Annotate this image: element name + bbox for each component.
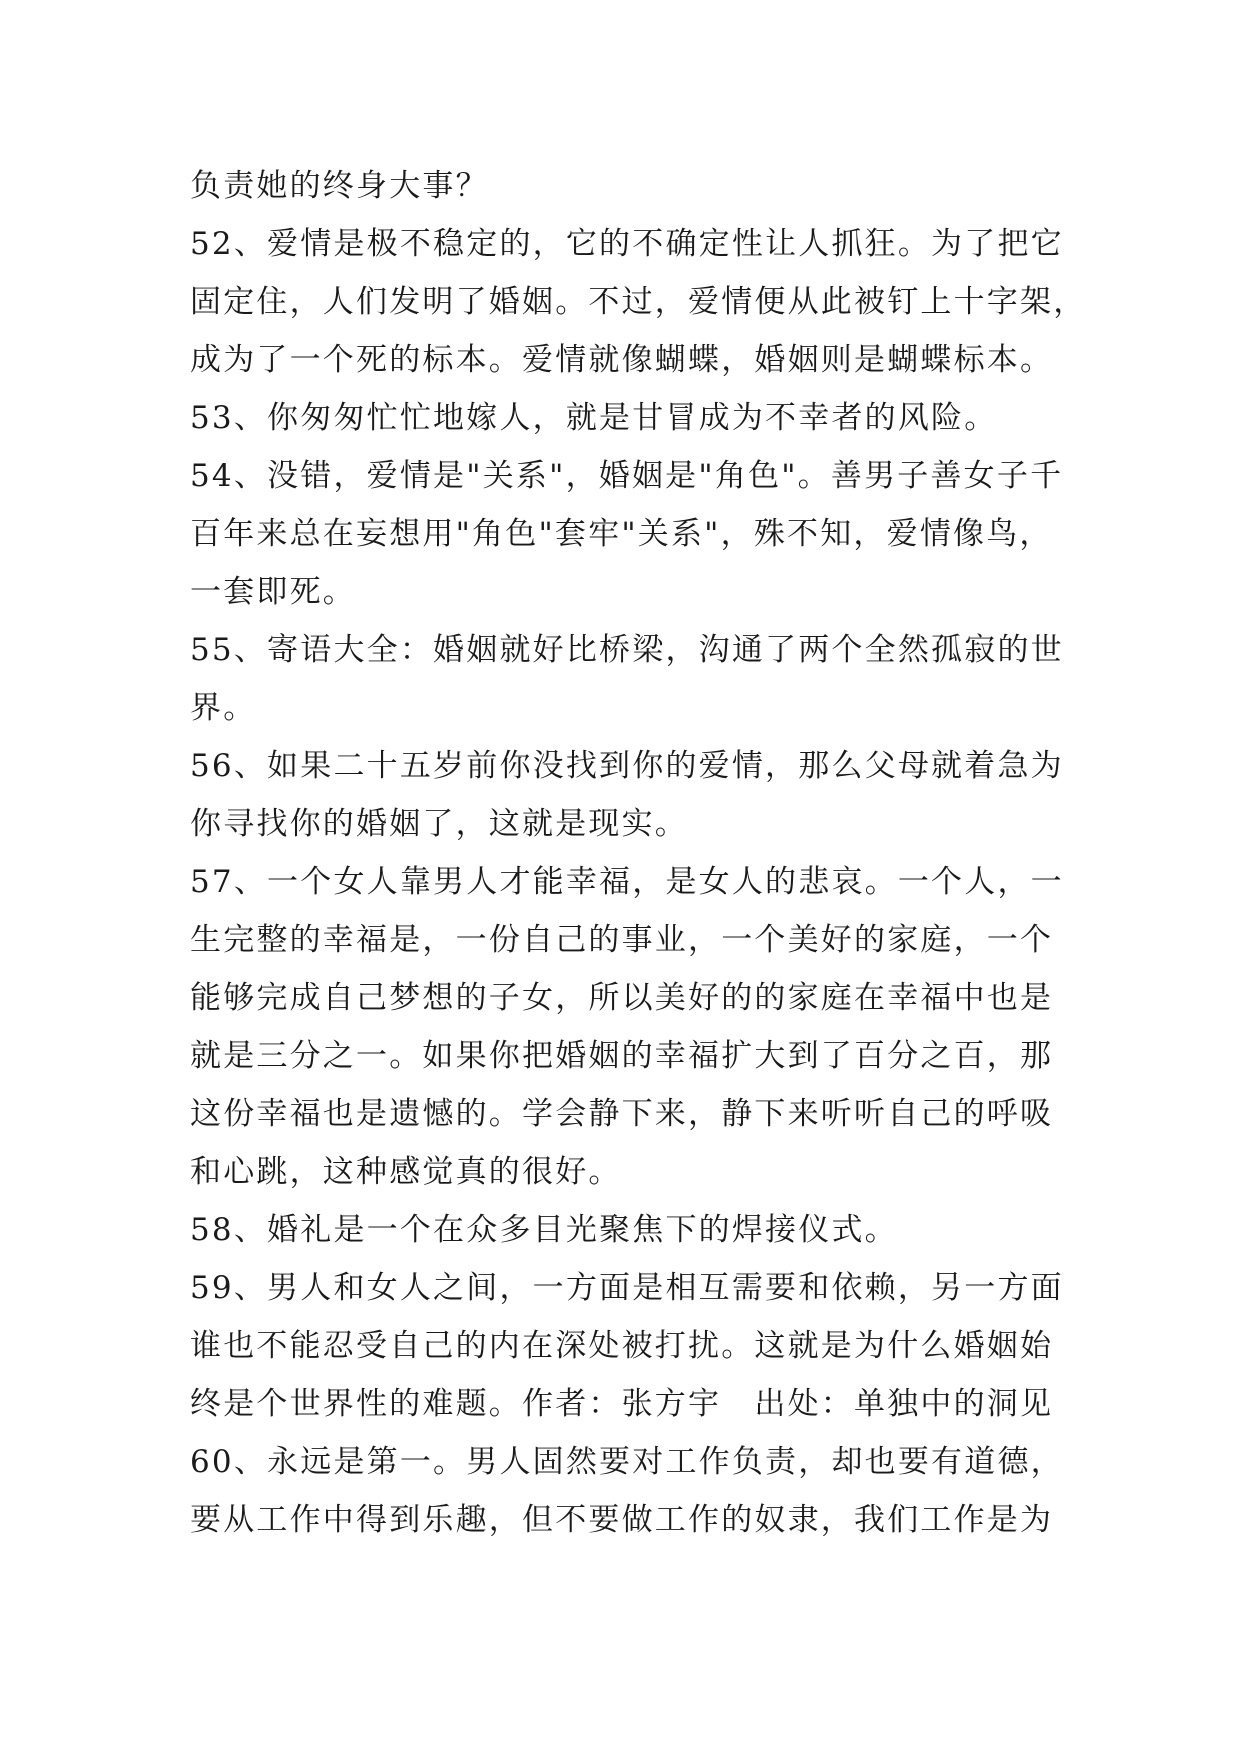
body-text: [190, 157, 1087, 1549]
text-line: 57、一个女人靠男人才能幸福，是女人的悲哀。一个人，一: [190, 864, 1064, 900]
text-line: 你寻找你的婚姻了，这就是现实。: [190, 806, 688, 842]
text-line: 59、男人和女人之间，一方面是相互需要和依赖，另一方面: [190, 1270, 1064, 1306]
text-line: 终是个世界性的难题。作者：张方宇 出处：单独中的洞见: [190, 1386, 1054, 1422]
text-line: 55、寄语大全：婚姻就好比桥梁，沟通了两个全然孤寂的世: [190, 632, 1064, 668]
text-line: 固定住，人们发明了婚姻。不过，爱情便从此被钉上十字架，: [190, 284, 1087, 320]
text-line: 就是三分之一。如果你把婚姻的幸福扩大到了百分之百，那: [190, 1038, 1054, 1074]
text-line: 53、你匆匆忙忙地嫁人，就是甘冒成为不幸者的风险。: [190, 400, 998, 436]
text-line: 和心跳，这种感觉真的很好。: [190, 1154, 622, 1190]
text-line: 52、爱情是极不稳定的，它的不确定性让人抓狂。为了把它: [190, 226, 1064, 262]
text-line: 百年来总在妄想用"角色"套牢"关系"，殊不知，爱情像鸟，: [190, 516, 1053, 552]
text-line: 负责她的终身大事？: [190, 168, 489, 204]
text-line: 界。: [190, 690, 257, 726]
text-line: 一套即死。: [190, 574, 356, 610]
text-line: 56、如果二十五岁前你没找到你的爱情，那么父母就着急为: [190, 748, 1064, 784]
text-line: 58、婚礼是一个在众多目光聚焦下的焊接仪式。: [190, 1212, 898, 1248]
text-line: 这份幸福也是遗憾的。学会静下来，静下来听听自己的呼吸: [190, 1096, 1054, 1132]
text-line: 能够完成自己梦想的子女，所以美好的的家庭在幸福中也是: [190, 980, 1054, 1016]
text-line: 成为了一个死的标本。爱情就像蝴蝶，婚姻则是蝴蝶标本。: [190, 342, 1054, 378]
text-line: 要从工作中得到乐趣，但不要做工作的奴隶，我们工作是为: [190, 1502, 1054, 1538]
text-line: 54、没错，爱情是"关系"，婚姻是"角色"。善男子善女子千: [190, 458, 1064, 494]
text-line: 60、永远是第一。男人固然要对工作负责，却也要有道德，: [190, 1444, 1064, 1480]
text-line: 谁也不能忍受自己的内在深处被打扰。这就是为什么婚姻始: [190, 1328, 1054, 1364]
text-line: 生完整的幸福是，一份自己的事业，一个美好的家庭，一个: [190, 922, 1054, 958]
